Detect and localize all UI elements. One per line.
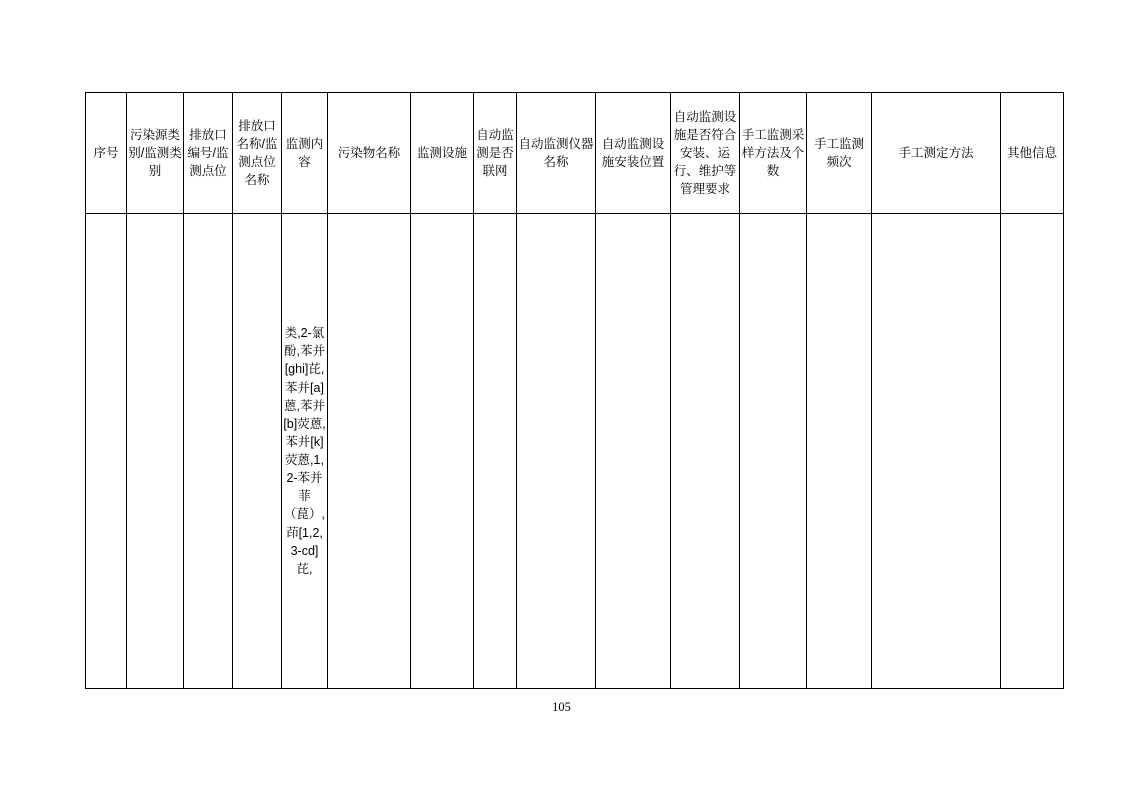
cell-source-category [127,214,184,689]
cell-manual-frequency [807,214,872,689]
table-header [86,93,1064,214]
table-row [86,214,1064,689]
column-header-auto-instrument: 自动监测仪器名称 [517,93,596,214]
cell-outlet-code [184,214,233,689]
column-header-auto-network: 自动监测是否联网 [474,93,517,214]
column-header-monitor-content: 监测内容 [282,93,328,214]
page-number: 105 [552,700,571,714]
cell-pollutant-name [328,214,411,689]
cell-monitor-content: 类,2-氯酚,苯并[ghi]芘,苯并[a]蒽,苯并[b]荧蒽,苯并[k]荧蒽,1,2-苯并菲（菎）,茚[1,2,3-cd]芘, [282,214,328,689]
monitoring-table-container [85,92,1057,689]
column-header-seq: 序号 [86,93,127,214]
table-body [86,214,1064,689]
column-header-auto-install-location: 自动监测设施安装位置 [596,93,671,214]
cell-auto-install-location [596,214,671,689]
cell-manual-method [872,214,1001,689]
column-header-outlet-name: 排放口名称/监测点位名称 [233,93,282,214]
column-header-outlet-code: 排放口编号/监测点位 [184,93,233,214]
column-header-monitor-facility: 监测设施 [411,93,474,214]
cell-outlet-name [233,214,282,689]
cell-other-info [1001,214,1064,689]
table-header-row [86,93,1064,214]
column-header-source-category: 污染源类别/监测类别 [127,93,184,214]
monitoring-table [85,92,1064,689]
column-header-manual-sampling: 手工监测采样方法及个数 [740,93,807,214]
column-header-auto-compliance: 自动监测设施是否符合安装、运行、维护等管理要求 [671,93,740,214]
column-header-manual-frequency: 手工监测频次 [807,93,872,214]
cell-seq [86,214,127,689]
column-header-pollutant-name: 污染物名称 [328,93,411,214]
cell-manual-sampling [740,214,807,689]
cell-monitor-facility [411,214,474,689]
column-header-manual-method: 手工测定方法 [872,93,1001,214]
column-header-other-info: 其他信息 [1001,93,1064,214]
cell-auto-instrument [517,214,596,689]
cell-auto-compliance [671,214,740,689]
cell-auto-network [474,214,517,689]
